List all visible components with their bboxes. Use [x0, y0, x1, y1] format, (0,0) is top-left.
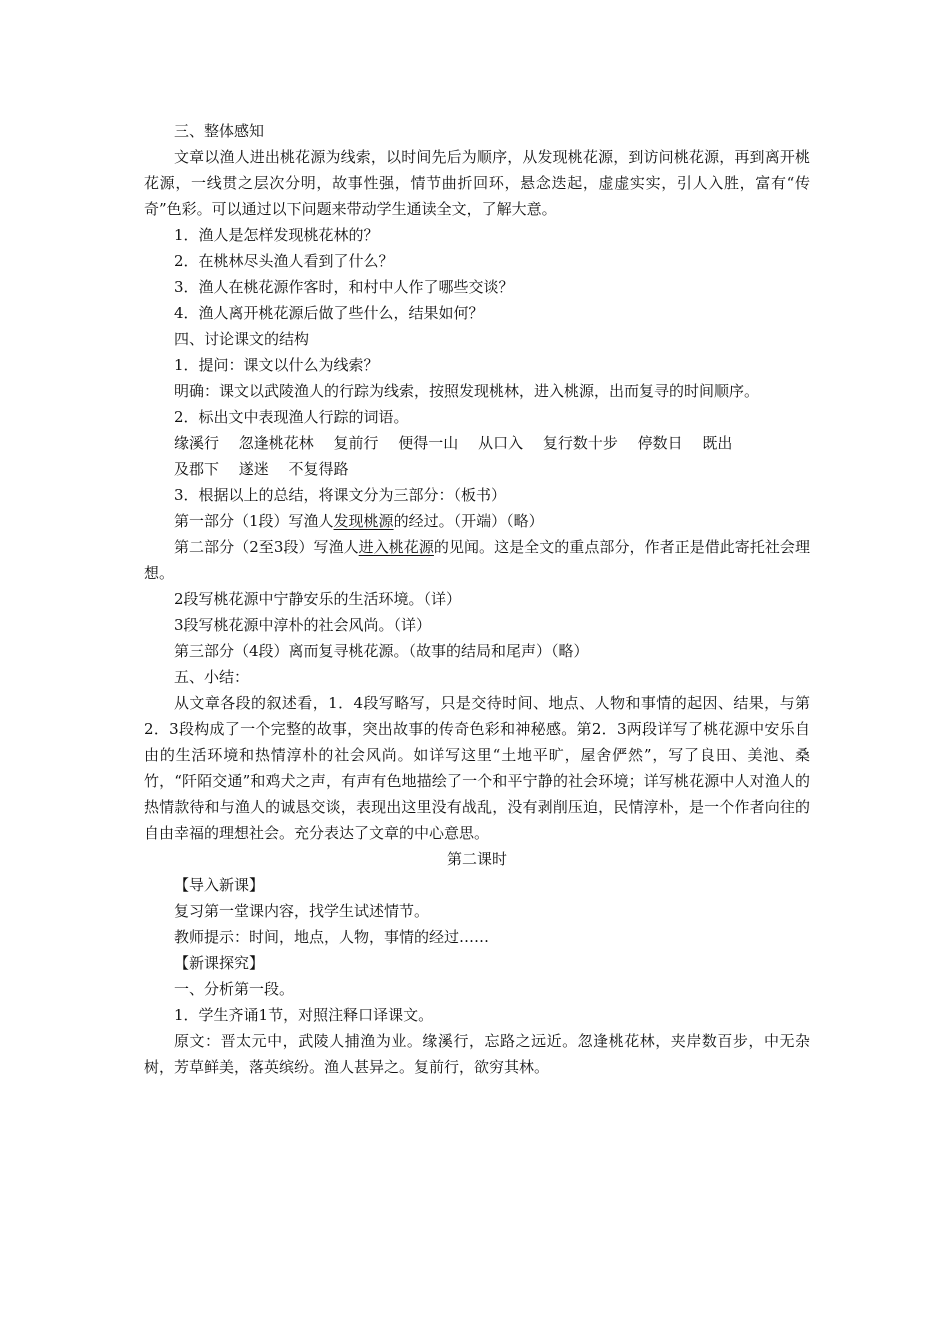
section-3-heading: 三、整体感知: [174, 122, 265, 140]
section-3-paragraph: 文章以渔人进出桃花源为线索，以时间先后为顺序，从发现桃花源，到访问桃花源，再到离开桃花源，一线贯之层次分明，故事性强，情节曲折回环，悬念迭起，虚虚实实，引人入胜，富有“传奇”色彩。可以通过以下问题来带动学生通读全文，了解大意。: [144, 148, 810, 218]
section-4-answer-1: 明确：课文以武陵渔人的行踪为线索，按照发现桃林，进入桃源，出而复寻的时间顺序。: [174, 382, 760, 400]
trail-terms-line-2: 及郡下 遂迷 不复得路: [174, 460, 349, 478]
section-4-heading: 四、讨论课文的结构: [174, 330, 310, 348]
section-5-paragraph: 从文章各段的叙述看，1．4段写略写，只是交待时间、地点、人物和事情的起因、结果，与第2．3段构成了一个完整的故事，突出故事的传奇色彩和神秘感。第2．3两段详写了桃花源中安乐自由的生活环境和热情淳朴的社会风尚。如详写这里“土地平旷，屋舍俨然”，写了良田、美池、桑竹，“阡陌交通”和鸡犬之声，有声有色地描绘了一个和平宁静的社会环境；详写桃花源中人对渔人的热情款待和与渔人的诚恳交谈，表现出这里没有战乱，没有剥削压迫，民情淳朴，是一个作者向往的自由幸福的理想社会。充分表达了文章的中心意思。: [144, 694, 810, 842]
document-page: [144, 118, 810, 1080]
part-1-suffix: 的经过。（开端）（略）: [393, 512, 544, 530]
explore-line-1: 一、分析第一段。: [174, 980, 295, 998]
question-2: 2．在桃林尽头渔人看到了什么？: [174, 252, 394, 270]
section-5-heading: 五、小结：: [174, 668, 250, 686]
part-2-paragraph-3: 3段写桃花源中淳朴的社会风尚。（详）: [174, 616, 432, 634]
part-3: 第三部分（4段）离而复寻桃花源。（故事的结局和尾声）（略）: [174, 642, 589, 660]
section-4-question-2: 2．标出文中表现渔人行踪的词语。: [174, 408, 409, 426]
explore-heading: 【新课探究】: [174, 954, 265, 972]
intro-line-2: 教师提示：时间，地点，人物，事情的经过……: [174, 928, 490, 946]
explore-line-2: 1．学生齐诵1节，对照注释口译课文。: [174, 1006, 434, 1024]
part-2-paragraph-2: 2段写桃花源中宁静安乐的生活环境。（详）: [174, 590, 462, 608]
part-2: [144, 534, 810, 586]
part-1-prefix: 第一部分（1段）写渔人: [174, 512, 334, 530]
intro-heading: 【导入新课】: [174, 876, 265, 894]
original-text: 原文：晋太元中，武陵人捕渔为业。缘溪行，忘路之远近。忽逢桃花林，夹岸数百步，中无杂树，芳草鲜美，落英缤纷。渔人甚异之。复前行，欲穷其林。: [144, 1032, 810, 1076]
part-1: [144, 508, 810, 534]
section-4-question-3: 3．根据以上的总结，将课文分为三部分：（板书）: [174, 486, 507, 504]
lesson-2-title: 第二课时: [446, 850, 507, 868]
question-4: 4．渔人离开桃花源后做了些什么，结果如何？: [174, 304, 484, 322]
question-1: 1．渔人是怎样发现桃花林的？: [174, 226, 379, 244]
part-2-underlined: 进入桃花源: [358, 538, 434, 556]
intro-line-1: 复习第一堂课内容，找学生试述情节。: [174, 902, 430, 920]
part-2-suffix: 的见闻。这是全文的重点部分，作者正是借此寄托社会理想。: [144, 538, 810, 582]
trail-terms-line-1: 缘溪行 忽逢桃花林 复前行 便得一山 从口入 复行数十步 停数日 既出: [174, 434, 733, 452]
section-4-question-1: 1．提问：课文以什么为线索？: [174, 356, 379, 374]
part-2-prefix: 第二部分（2至3段）写渔人: [174, 538, 359, 556]
question-3: 3．渔人在桃花源作客时，和村中人作了哪些交谈？: [174, 278, 514, 296]
part-1-underlined: 发现桃源: [333, 512, 394, 530]
